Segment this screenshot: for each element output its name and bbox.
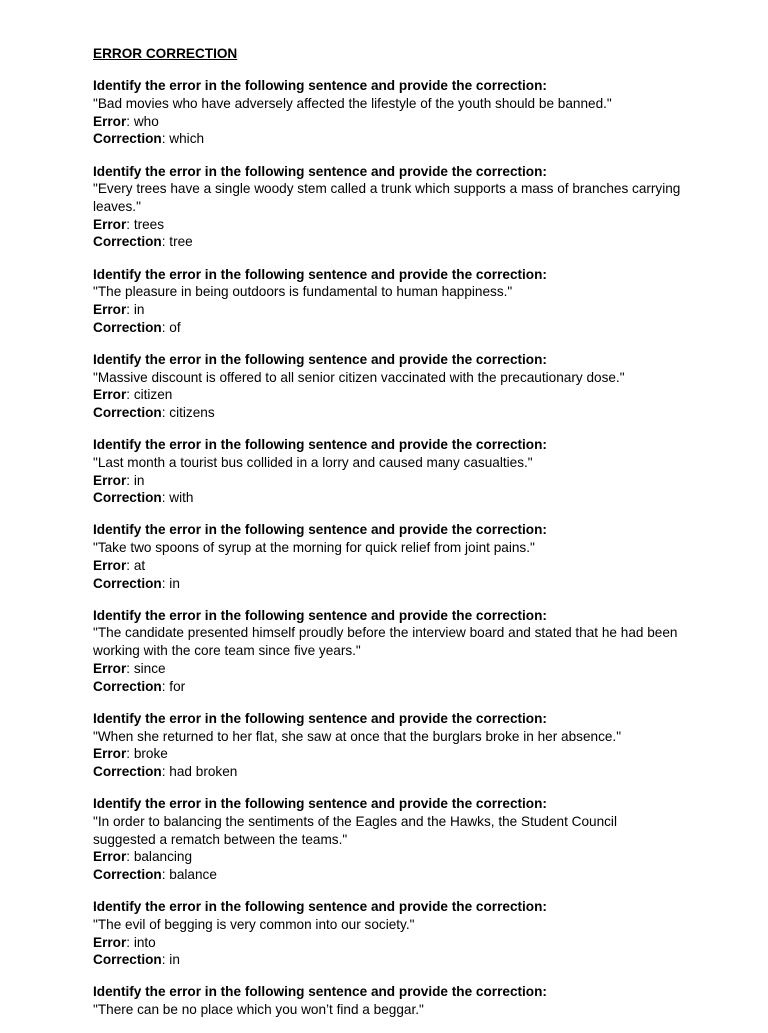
correction-label: Correction [93,234,162,250]
correction-value: in [169,575,180,591]
error-label: Error [93,557,127,573]
error-label: Error [93,746,127,762]
question-block [93,521,683,592]
question-sentence: "Take two spoons of syrup at the morning for quick relief from joint pains." [93,540,535,556]
correction-label: Correction [93,763,162,779]
question-block [93,795,683,884]
error-value: citizen [133,387,173,403]
correction-value: citizens [169,404,215,420]
question-prompt: Identify the error in the following sentence and provide the correction: [93,607,547,623]
question-block [93,163,683,252]
correction-line: Correction: of [93,319,181,335]
question-prompt: Identify the error in the following sentence and provide the correction: [93,710,547,726]
question-prompt: Identify the error in the following sentence and provide the correction: [93,984,547,1000]
error-label: Error [93,387,127,403]
error-label: Error [93,934,127,950]
correction-value: balance [169,866,217,882]
error-line: Error: in [93,301,145,317]
error-line: Error: into [93,934,156,950]
correction-value: with [169,490,194,506]
question-block [93,710,683,781]
error-line: Error: since [93,660,166,676]
correction-label: Correction [93,404,162,420]
correction-line: Correction: which [93,131,205,147]
question-sentence: "Every trees have a single woody stem called a trunk which supports a mass of branches carrying leaves." [93,181,681,214]
error-value: in [133,472,145,488]
error-line: Error: citizen [93,387,173,403]
correction-line: Correction: balance [93,866,217,882]
question-prompt: Identify the error in the following sentence and provide the correction: [93,796,547,812]
error-label: Error [93,472,127,488]
question-sentence: "The candidate presented himself proudly before the interview board and stated that he had been working with the core team since five years." [93,625,678,659]
error-value: trees [133,216,165,232]
question-prompt: Identify the error in the following sentence and provide the correction: [93,437,547,453]
question-block [93,607,683,696]
question-sentence: "Last month a tourist bus collided in a lorry and caused many casualties." [93,454,533,470]
question-sentence: "Massive discount is offered to all senior citizen vaccinated with the precautionary dose." [93,369,625,385]
correction-value: tree [169,234,193,250]
error-label: Error [93,113,127,129]
error-value: broke [133,746,168,762]
error-label: Error [93,660,127,676]
question-prompt: Identify the error in the following sentence and provide the correction: [93,899,547,915]
correction-label: Correction [93,678,162,694]
question-prompt: Identify the error in the following sentence and provide the correction: [93,78,547,94]
question-sentence: "Bad movies who have adversely affected the lifestyle of the youth should be banned." [93,95,612,111]
error-label: Error [93,216,127,232]
correction-label: Correction [93,131,162,147]
error-line: Error: who [93,113,159,129]
error-value: who [133,113,159,129]
error-value: since [133,660,166,676]
question-block [93,266,683,337]
question-sentence: "The pleasure in being outdoors is fundamental to human happiness." [93,284,513,300]
question-prompt: Identify the error in the following sentence and provide the correction: [93,163,547,179]
document-title: ERROR CORRECTION [93,46,238,61]
question-block [93,898,683,969]
error-line: Error: in [93,472,145,488]
question-sentence: "The evil of begging is very common into our society." [93,916,415,932]
correction-line: Correction: had broken [93,763,238,779]
correction-value: which [169,131,205,147]
correction-label: Correction [93,575,162,591]
question-sentence: "In order to balancing the sentiments of the Eagles and the Hawks, the Student Council suggested a rematch between the teams." [93,813,617,847]
error-label: Error [93,849,127,865]
correction-line: Correction: in [93,952,180,968]
correction-line: Correction: tree [93,234,193,250]
error-line: Error: broke [93,746,168,762]
error-label: Error [93,301,127,317]
question-block [93,436,683,507]
question-sentence: "There can be no place which you won’t find a beggar." [93,1002,424,1018]
correction-label: Correction [93,866,162,882]
correction-line: Correction: citizens [93,404,215,420]
question-prompt: Identify the error in the following sentence and provide the correction: [93,351,547,367]
correction-label: Correction [93,952,162,968]
correction-line: Correction: with [93,490,194,506]
correction-line: Correction: for [93,678,186,694]
question-block [93,351,683,422]
correction-value: in [169,952,180,968]
error-value: at [133,557,146,573]
correction-line: Correction: in [93,575,180,591]
question-block [93,983,683,1018]
error-line: Error: balancing [93,849,193,865]
question-block [93,77,683,148]
document-page [93,45,683,1033]
question-prompt: Identify the error in the following sentence and provide the correction: [93,522,547,538]
correction-value: for [169,678,186,694]
correction-label: Correction [93,490,162,506]
error-value: into [133,934,156,950]
correction-value: of [169,319,181,335]
error-line: Error: trees [93,216,165,232]
error-value: balancing [133,849,193,865]
correction-value: had broken [169,763,238,779]
question-sentence: "When she returned to her flat, she saw at once that the burglars broke in her absence." [93,728,622,744]
error-value: in [133,301,145,317]
question-prompt: Identify the error in the following sentence and provide the correction: [93,266,547,282]
correction-label: Correction [93,319,162,335]
error-line: Error: at [93,557,146,573]
